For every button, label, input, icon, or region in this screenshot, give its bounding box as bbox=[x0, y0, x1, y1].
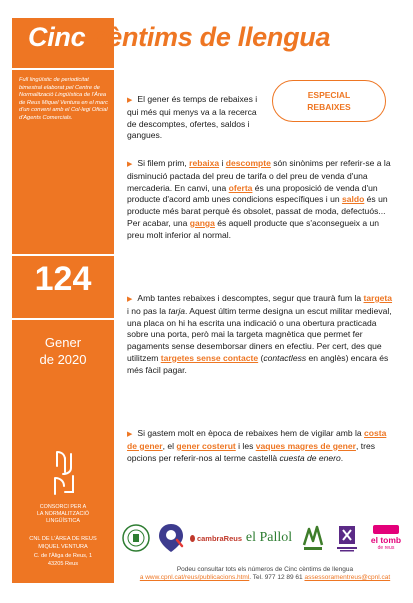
contact-address bbox=[14, 535, 112, 569]
paragraph-text: i les bbox=[235, 440, 256, 451]
partner-logo-cambra bbox=[190, 520, 242, 556]
location-badge-icon bbox=[157, 522, 185, 554]
seal-logo-icon bbox=[121, 523, 151, 553]
special-badge bbox=[272, 80, 386, 122]
cambra-logo-text: cambraReus bbox=[196, 533, 242, 543]
paragraph-text: i bbox=[219, 158, 226, 168]
partner-logos bbox=[118, 520, 408, 556]
partner-logo-seal bbox=[120, 520, 152, 556]
contact-line: C. de l'Àliga de Reus, 1 bbox=[33, 552, 93, 559]
sidebar bbox=[12, 18, 114, 583]
paragraph-text: en anglès) encara és més fàcil pagar. bbox=[127, 352, 389, 375]
triangle-bullet-icon: ▶ bbox=[127, 431, 133, 438]
colophon-text: Full lingüístic de periodicitat bimestral elaborat pel Centre de Normalització Lingüística de l'Àrea de Reus Miquel Ventura en el marc d'un conveni amb el Col·legi Oficial d'Agents Comercials. bbox=[19, 77, 108, 121]
contact-line: MIQUEL VENTURA bbox=[38, 544, 88, 551]
eltomb-logo-subtext: de reus bbox=[377, 545, 395, 551]
paragraph-text: Si gastem molt en època de rebaixes hem de vigilar amb la bbox=[137, 428, 365, 438]
paragraph-text: . Aquest últim terme designa un escut militar medieval, una placa on hi ha escrita una indicació o una obertura practicada sobre una porta, però mai la targeta magnètica que permet fer pagaments sense desemborsar diners en efectiu. Per cert, des que utilitzem bbox=[127, 305, 392, 363]
partner-logo-comerc bbox=[298, 520, 328, 556]
title-tail: cèntims de llengua bbox=[92, 22, 331, 52]
highlighted-term: costa de gener bbox=[127, 428, 387, 451]
cpnl-logo-icon bbox=[49, 448, 79, 498]
contact-line: CNL DE L'ÀREA DE REUS bbox=[29, 536, 97, 542]
paragraph-text: és una proposició de venda d'un producte d'acord amb unes condicions específiques i un bbox=[127, 182, 378, 205]
footer bbox=[120, 566, 410, 583]
comerc-logo-icon bbox=[300, 523, 326, 553]
highlighted-term: saldo bbox=[341, 194, 365, 205]
issue-month: Gener bbox=[44, 335, 82, 350]
paragraph-text: Amb tantes rebaixes i descomptes, segur que traurà fum la bbox=[137, 293, 364, 303]
logo-text-line: LA NORMALITZACIÓ bbox=[36, 511, 90, 517]
contact-line: 43205 Reus bbox=[47, 561, 79, 568]
partner-logo-eltomb bbox=[366, 520, 406, 556]
logo-text-line: LINGÜÍSTICA bbox=[46, 518, 80, 524]
highlighted-term: gener costerut bbox=[176, 440, 236, 451]
italic-term: cuesta de enero bbox=[279, 452, 341, 463]
triangle-bullet-icon: ▶ bbox=[127, 97, 133, 104]
paragraph-text: ( bbox=[258, 352, 264, 363]
paragraph-text: . bbox=[340, 452, 344, 463]
paragraph-text: El gener és temps de rebaixes i qui més qui menys va a la recerca de descomptes, ofertes, saldos i gangues. bbox=[127, 94, 258, 141]
issue-date bbox=[12, 334, 114, 368]
sidebar-divider bbox=[12, 68, 114, 70]
italic-term: contactless bbox=[263, 352, 307, 363]
agents-logo-icon bbox=[334, 523, 360, 553]
highlighted-term: oferta bbox=[228, 182, 253, 193]
highlighted-term: descompte bbox=[225, 158, 271, 168]
highlighted-term: targetes sense contacte bbox=[160, 352, 259, 363]
partner-logo-elpallol bbox=[244, 520, 294, 556]
issue-year: de 2020 bbox=[39, 352, 87, 367]
paragraph-text: és un producte més barat perquè és obsolet, passat de moda, defectuós... Per acabar, una bbox=[127, 194, 388, 228]
badge-line: ESPECIAL bbox=[307, 90, 351, 100]
badge-line: REBAIXES bbox=[307, 102, 351, 112]
article-paragraph-4 bbox=[127, 428, 395, 464]
email-link[interactable]: assessoramentreus@cpnl.cat bbox=[304, 574, 391, 582]
eltomb-mark-icon bbox=[373, 525, 399, 534]
title-head: Cinc bbox=[28, 22, 86, 52]
publications-link[interactable]: a www.cpnl.cat/reus/publicacions.html bbox=[139, 574, 250, 582]
paragraph-text: són sinònims per referir-se a la disminució pactada del preu de tarifa o del preu de venda d'una mercaderia. En canvi, una bbox=[127, 158, 391, 193]
highlighted-term: vaques magres de gener bbox=[255, 440, 356, 451]
issue-number: 124 bbox=[34, 260, 92, 298]
article-paragraph-1 bbox=[127, 94, 267, 142]
footer-text: Podeu consultar tots els números de Cinc cèntims de llengua bbox=[176, 566, 354, 573]
highlighted-term: ganga bbox=[189, 217, 215, 228]
paragraph-text: és aquell producte que s'aconsegueix a un preu molt inferior al normal. bbox=[127, 217, 380, 240]
triangle-bullet-icon: ▶ bbox=[127, 161, 133, 168]
cpnl-logo-text bbox=[14, 504, 112, 525]
paragraph-text: Si filem prim, bbox=[137, 158, 190, 168]
logo-text-line: CONSORCI PER A bbox=[39, 504, 87, 510]
footer-phone: . Tel. 977 12 89 61 bbox=[249, 574, 305, 582]
partner-logo-agents bbox=[332, 520, 362, 556]
paragraph-text: , tres opcions per referir-nos al terme castellà bbox=[127, 440, 375, 463]
article-paragraph-2 bbox=[127, 158, 395, 241]
triangle-bullet-icon: ▶ bbox=[127, 296, 133, 303]
sidebar-divider bbox=[12, 318, 114, 320]
highlighted-term: targeta bbox=[363, 293, 393, 303]
elpallol-logo-text: el Pallol bbox=[245, 530, 293, 545]
cambra-dot-icon bbox=[190, 535, 195, 542]
partner-logo-badge bbox=[156, 520, 186, 556]
sidebar-divider bbox=[12, 254, 114, 256]
footer-links bbox=[120, 574, 410, 582]
eltomb-logo-text: el tomb bbox=[370, 535, 402, 545]
article-paragraph-3 bbox=[127, 293, 395, 376]
paragraph-text: , el bbox=[162, 440, 177, 451]
newsletter-title bbox=[28, 22, 408, 53]
highlighted-term: rebaixa bbox=[189, 158, 220, 168]
paragraph-text: i no pas la bbox=[127, 305, 169, 316]
italic-term: tarja bbox=[168, 305, 185, 316]
